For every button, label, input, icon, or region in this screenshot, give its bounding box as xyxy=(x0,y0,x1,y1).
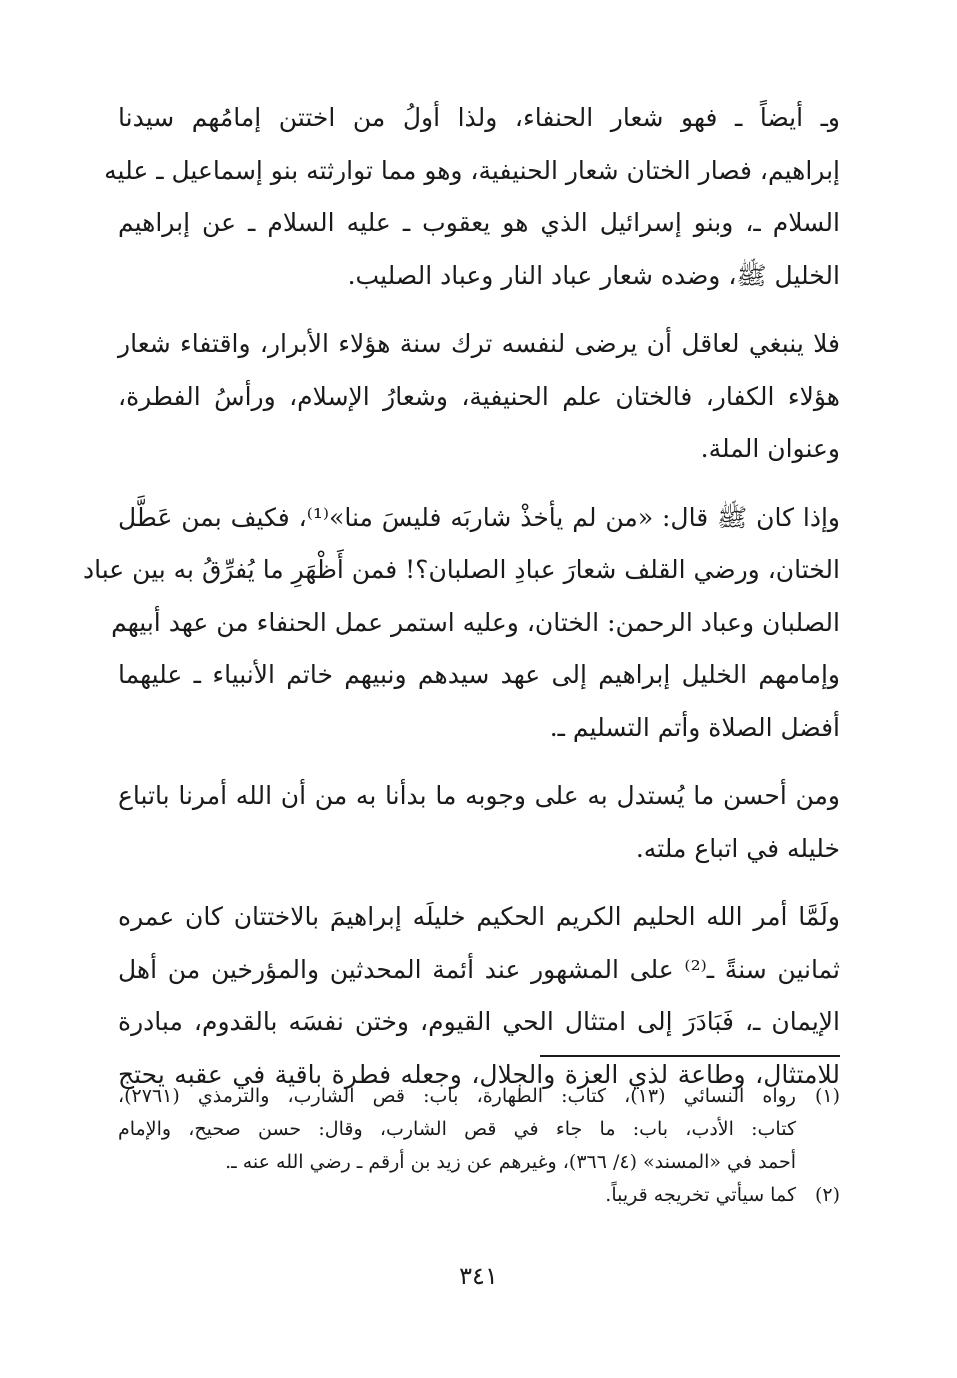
footnote-line: كتاب: الأدب، باب: ما جاء في قص الشارب، وقال: حسن صحيح، والإمام xyxy=(118,1118,796,1140)
text-line: للامتثال، وطاعة لذي العزة والجلال، وجعله فطرة باقية في عقبه يحتج xyxy=(118,1059,840,1089)
text-line: السلام ـ، وبنو إسرائيل الذي هو يعقوب ـ عليه السلام ـ عن إبراهيم xyxy=(118,208,840,237)
text-line: ولَمَّا أمر الله الحليم الكريم الحكيم خليلَه إبراهيمَ بالاختتان كان عمره xyxy=(118,902,840,931)
text-line: الختان، ورضي القلف شعارَ عبادِ الصلبان؟! فمن أَظْهَرِ ما يُفرِّقُ به بين عباد xyxy=(83,555,840,584)
footnote-line: رواه النسائي (١٣)، كتاب: الطهارة، باب: قص الشارب، والترمذي (٢٧٦١)، xyxy=(118,1085,796,1107)
text-line: خليله في اتباع ملته. xyxy=(635,833,840,863)
main-text xyxy=(83,92,841,1117)
text-line: الخليل ﷺ، وضده شعار عباد النار وعباد الصليب. xyxy=(347,260,840,290)
text-line: أفضل الصلاة وأتم التسليم ـ. xyxy=(549,712,840,742)
text-line: ومن أحسن ما يُستدل به على وجوبه ما بدأنا به من أن الله أمرنا باتباع xyxy=(118,781,840,810)
footnote-line: أحمد في «المسند» (٤/ ٣٦٦)، وغيرهم عن زيد بن أرقم ـ رضي الله عنه ـ. xyxy=(225,1151,796,1173)
text-line: هؤلاء الكفار، فالختان علم الحنيفية، وشعارُ الإسلام، ورأسُ الفطرة، xyxy=(118,381,840,411)
footnote-number: (٢) xyxy=(814,1184,840,1206)
page-number: ٣٤١ xyxy=(459,1262,498,1290)
paragraph-4 xyxy=(118,770,840,875)
text-line: وـ أيضاً ـ فهو شعار الحنفاء، ولذا أولُ من اختتن إمامُهم سيدنا xyxy=(118,103,840,132)
footnote-body xyxy=(118,1179,796,1212)
text-line: فلا ينبغي لعاقل أن يرضى لنفسه ترك سنة هؤلاء الأبرار، واقتفاء شعار xyxy=(118,329,840,358)
footnote-body xyxy=(118,1080,796,1179)
text-line: ثمانين سنةً ـ⁽²⁾ على المشهور عند أئمة المحدثين والمؤرخين من أهل xyxy=(118,954,840,984)
footnote-separator xyxy=(540,1055,840,1057)
text-line: الإيمان ـ، فَبَادَرَ إلى امتثال الحي القيوم، وختن نفسَه بالقدوم، مبادرة xyxy=(118,1007,840,1036)
footnote-1 xyxy=(118,1080,840,1179)
footnote-2 xyxy=(118,1179,840,1212)
text-line: وعنوان الملة. xyxy=(700,434,840,463)
footnote-line: كما سيأتي تخريجه قريباً. xyxy=(605,1184,796,1206)
paragraph-2 xyxy=(118,318,840,476)
footnotes xyxy=(118,1080,840,1212)
footnote-number: (١) xyxy=(814,1085,840,1107)
paragraph-3 xyxy=(83,492,841,755)
paragraph-5 xyxy=(118,891,840,1101)
text-line: وإمامهم الخليل إبراهيم إلى عهد سيدهم ونبيهم خاتم الأنبياء ـ عليهما xyxy=(118,660,840,689)
text-line: إبراهيم، فصار الختان شعار الحنيفية، وهو مما توارثته بنو إسماعيل ـ عليه xyxy=(104,155,840,185)
text-line: الصلبان وعباد الرحمن: الختان، وعليه استمر عمل الحنفاء من عهد أبيهم xyxy=(111,607,840,637)
paragraph-1 xyxy=(104,92,840,302)
text-line: وإذا كان ﷺ قال: «من لم يأخذْ شاربَه فليسَ منا»⁽¹⁾، فكيف بمن عَطَّل xyxy=(118,502,841,532)
